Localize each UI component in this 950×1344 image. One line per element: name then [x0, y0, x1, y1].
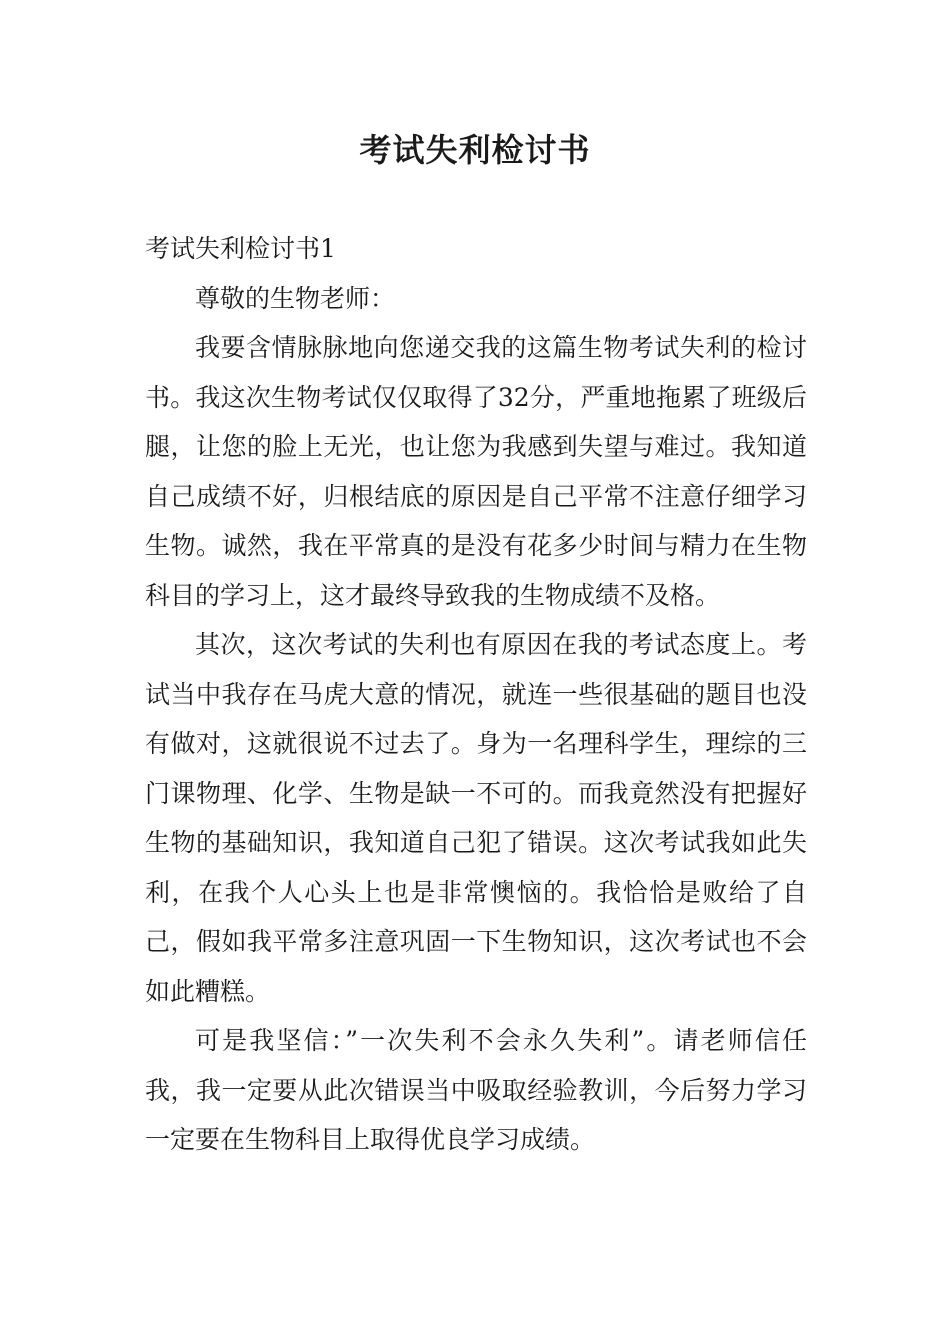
- document-body: [145, 224, 807, 1165]
- paragraph-1: 我要含情脉脉地向您递交我的这篇生物考试失利的检讨书。我这次生物考试仅仅取得了32分，严重地拖累了班级后腿，让您的脸上无光，也让您为我感到失望与难过。我知道自己成绩不好，归根结底的原因是自己平常不注意仔细学习生物。诚然，我在平常真的是没有花多少时间与精力在生物科目的学习上，这才最终导致我的生物成绩不及格。: [145, 333, 807, 610]
- paragraph-2: 其次，这次考试的失利也有原因在我的考试态度上。考试当中我存在马虎大意的情况，就连一些很基础的题目也没有做对，这就很说不过去了。身为一名理科学生，理综的三门课物理、化学、生物是缺一不可的。而我竟然没有把握好生物的基础知识，我知道自己犯了错误。这次考试我如此失利，在我个人心头上也是非常懊恼的。我恰恰是败给了自己，假如我平常多注意巩固一下生物知识，这次考试也不会如此糟糕。: [145, 630, 807, 1006]
- document-title: 考试失利检讨书: [359, 131, 591, 169]
- section-heading: 考试失利检讨书1: [145, 234, 336, 263]
- paragraph-3: 可是我坚信：”一次失利不会永久失利”。请老师信任我，我一定要从此次错误当中吸取经验教训，今后努力学习一定要在生物科目上取得优良学习成绩。: [145, 1026, 807, 1154]
- salutation: 尊敬的生物老师：: [195, 283, 396, 313]
